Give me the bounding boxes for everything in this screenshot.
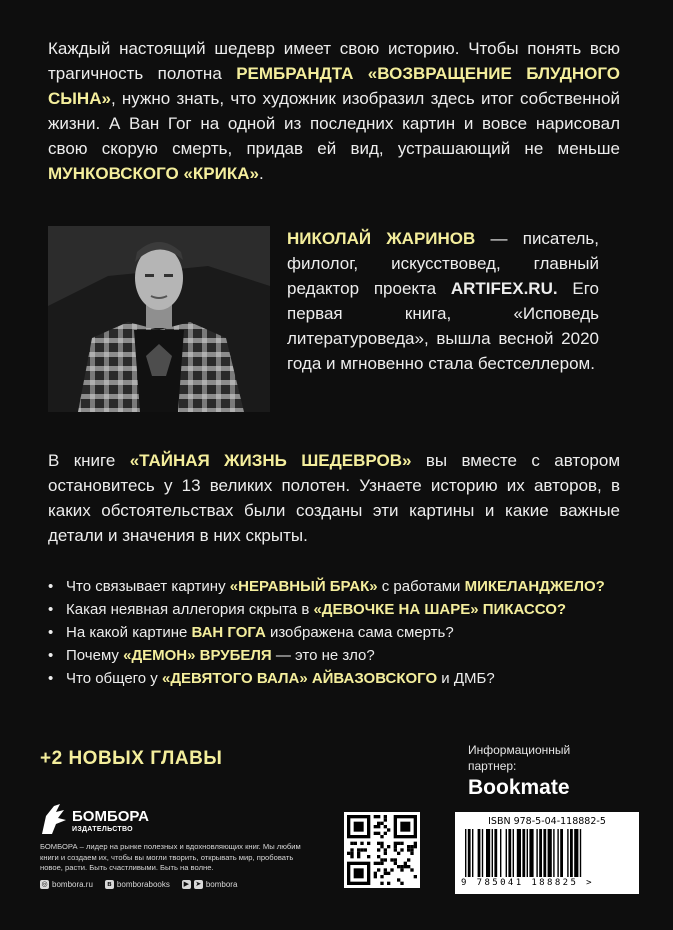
isbn-digits: 9 785041 188825 > bbox=[461, 878, 594, 888]
book-text-1: В книге bbox=[48, 451, 130, 470]
author-bio bbox=[287, 226, 599, 376]
isbn-barcode bbox=[455, 812, 639, 894]
list-item bbox=[48, 622, 628, 643]
publisher-name: БОМБОРА bbox=[72, 808, 149, 825]
partner-label-2: партнер: bbox=[468, 759, 517, 773]
question-highlight: «ДЕВОЧКЕ НА ШАРЕ» ПИКАССО? bbox=[313, 601, 567, 618]
question-highlight: «НЕРАВНЫЙ БРАК» bbox=[229, 578, 378, 595]
question-highlight: «ДЕМОН» ВРУБЕЛЯ bbox=[123, 647, 272, 664]
intro-highlight-munch: МУНКОВСКОГО «КРИКА» bbox=[48, 164, 259, 183]
bombora-bird-icon bbox=[40, 802, 68, 836]
social-website-label: bombora.ru bbox=[52, 880, 93, 889]
qr-code-icon bbox=[347, 815, 417, 885]
social-telegram-label: bombora bbox=[205, 880, 238, 889]
list-item bbox=[48, 576, 628, 597]
author-text-1: — писатель, филолог, искусствовед, главный редактор проекта bbox=[287, 229, 600, 298]
instagram-icon: ◎ bbox=[41, 881, 48, 888]
isbn-label: ISBN 978-5-04-118882-5 bbox=[488, 816, 606, 827]
intro-highlight-rembrandt: РЕМБРАНДТА «ВОЗВРАЩЕНИЕ БЛУДНОГО СЫНА» bbox=[48, 64, 620, 108]
book-text-2: вы вместе с автором остановитесь у 13 великих полотен. Узнаете историю их авторов, в каких обстоятельствах были созданы эти картины и какие важные детали и значения в них скрыты. bbox=[48, 451, 621, 545]
barcode-icon bbox=[461, 829, 633, 879]
question-text: Что общего у bbox=[66, 670, 162, 687]
intro-text-2: , нужно знать, что художник изобразил здесь итог собственной жизни. А Ван Гог на одной из последних картин и вовсе нарисовал свою скорую смерть, придав ей вид, устрашающий не меньше bbox=[48, 89, 620, 158]
question-highlight: ВАН ГОГА bbox=[191, 624, 266, 641]
social-website[interactable] bbox=[40, 880, 93, 889]
vk-icon: в bbox=[105, 880, 114, 889]
info-partner bbox=[468, 742, 638, 799]
publisher-logo bbox=[40, 802, 170, 842]
intro-paragraph bbox=[48, 36, 620, 186]
author-photo-illustration bbox=[48, 226, 270, 412]
partner-label-1: Информационный bbox=[468, 743, 571, 757]
question-text: изображена сама смерть? bbox=[265, 624, 454, 641]
question-text: с работами bbox=[377, 578, 465, 595]
youtube-icon: ▶ bbox=[183, 881, 190, 888]
book-title: «ТАЙНАЯ ЖИЗНЬ ШЕДЕВРОВ» bbox=[129, 451, 412, 470]
intro-text-3: . bbox=[258, 164, 264, 183]
intro-text-1: Каждый настоящий шедевр имеет свою историю. Чтобы понять всю трагичность полотна bbox=[48, 39, 620, 83]
publisher-about: БОМБОРА – лидер на рынке полезных и вдохновляющих книг. Мы любим книги и создаем их, чтобы вы могли творить, открывать мир, пробовать новое, расти. Быть счастливыми. Быть на волне. bbox=[40, 842, 301, 872]
partner-brand[interactable]: Bookmate bbox=[468, 776, 570, 799]
question-text: — это не зло? bbox=[271, 647, 375, 664]
question-text: и ДМБ? bbox=[437, 670, 495, 687]
author-name: НИКОЛАЙ ЖАРИНОВ bbox=[287, 229, 476, 248]
publisher-socials bbox=[40, 880, 237, 889]
question-text: Какая неявная аллегория скрыта в bbox=[66, 601, 314, 618]
author-site-link[interactable]: ARTIFEX.RU. bbox=[450, 279, 558, 298]
list-item bbox=[48, 668, 628, 689]
new-chapters-label: +2 НОВЫХ ГЛАВЫ bbox=[40, 748, 223, 769]
question-highlight: «ДЕВЯТОГО ВАЛА» АЙВАЗОВСКОГО bbox=[161, 670, 438, 687]
social-vk-label: bomborabooks bbox=[116, 880, 170, 889]
question-text: Почему bbox=[66, 647, 124, 664]
author-photo bbox=[48, 226, 270, 412]
author-text-2: Его первая книга, «Исповедь литературоведа», вышла весной 2020 года и мгновенно стала бестселлером. bbox=[287, 279, 599, 373]
social-telegram[interactable] bbox=[182, 880, 238, 889]
qr-code[interactable] bbox=[344, 812, 420, 888]
list-item bbox=[48, 599, 628, 620]
list-item bbox=[48, 645, 628, 666]
book-description bbox=[48, 448, 620, 548]
telegram-icon: ➤ bbox=[195, 881, 202, 888]
question-text: Что связывает картину bbox=[66, 578, 230, 595]
publisher-sub: ИЗДАТЕЛЬСТВО bbox=[72, 826, 133, 833]
question-text: На какой картине bbox=[66, 624, 192, 641]
question-list bbox=[48, 576, 628, 691]
social-vk[interactable] bbox=[105, 880, 170, 889]
question-highlight: МИКЕЛАНДЖЕЛО? bbox=[464, 578, 605, 595]
